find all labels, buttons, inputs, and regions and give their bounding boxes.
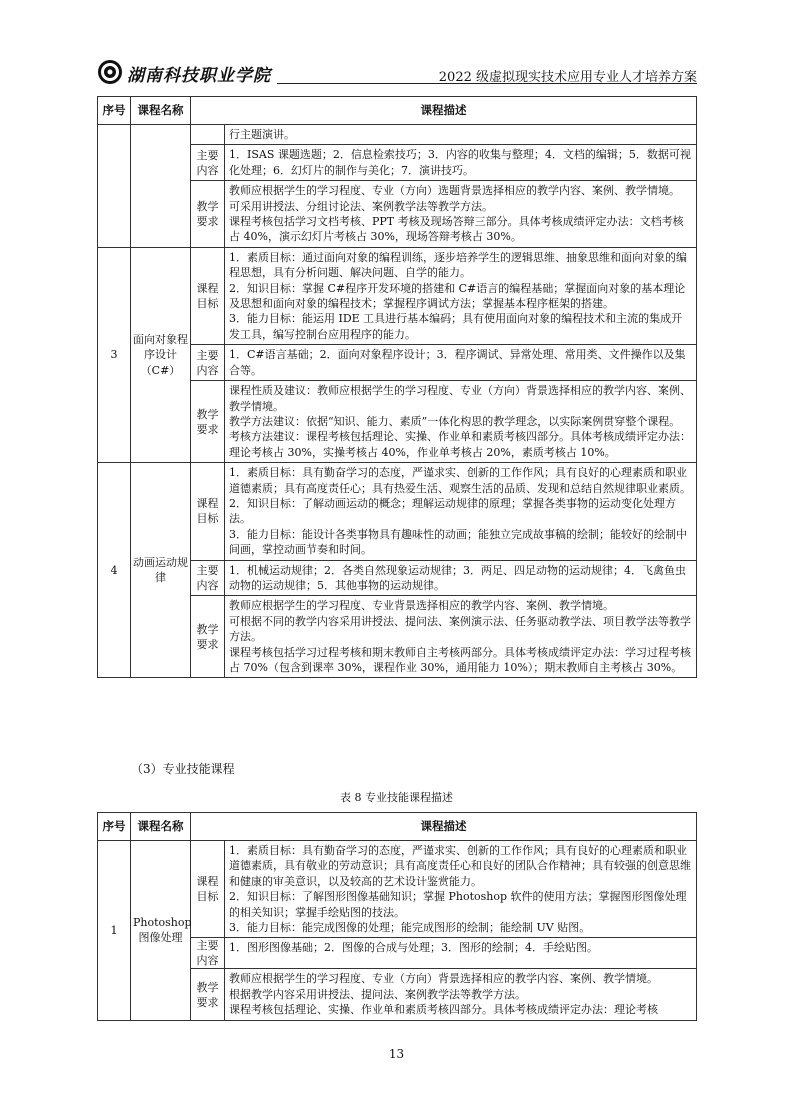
row-label: [191, 125, 225, 145]
page-number: 13: [388, 1047, 405, 1061]
course-description: [225, 560, 697, 596]
course-name: [131, 125, 191, 248]
description-line: 2．知识目标：了解图形图像基础知识；掌握 Photoshop 软件的使用方法；掌握图形图像处理的相关知识；掌握手绘贴图的技法。: [229, 890, 687, 919]
description-line: 教师应根据学生的学习程度、专业（方向）选题背景选择相应的教学内容、案例、教学情境。: [229, 184, 680, 198]
row-label: 教学 要求: [191, 969, 225, 1020]
row-label: 主要 内容: [191, 345, 225, 381]
description-line: 1．ISAS 课题选题；2．信息检索技巧；3．内容的收集与整理；4．文档的编辑；5．数据可视化处理；6．幻灯片的制作与美化；7．演讲技巧。: [229, 148, 691, 177]
course-description: [225, 181, 697, 248]
section-title: （3）专业技能课程: [131, 762, 235, 776]
description-line: 根据教学内容采用讲授法、提问法、案例教学法等教学方法。: [229, 987, 526, 1001]
description-line: 1．素质目标：通过面向对象的编程训练，逐步培养学生的逻辑思维、抽象思维和面向对象的编程思想，具有分析问题、解决问题、自学的能力。: [229, 250, 687, 280]
description-line: 3．能力目标：能运用 IDE 工具进行基本编码；具有使用面向对象的编程技术和主流的集成开发工具，编写控制台应用程序的能力。: [229, 312, 683, 341]
course-description: [225, 125, 697, 145]
course-name: 面向对象程序设计（C#）: [131, 247, 191, 462]
course-table-continued: [97, 96, 697, 678]
course-description: [225, 596, 697, 678]
header-name: 课程名称: [131, 97, 191, 125]
course-description: [225, 938, 697, 969]
table-row: [98, 841, 697, 938]
course-number: 4: [98, 463, 131, 678]
page-header: [97, 58, 697, 88]
description-line: 教师应根据学生的学习程度、专业背景选择相应的教学内容、案例、教学情境。: [229, 599, 614, 613]
school-logo-text: 湖南科技职业学院: [127, 66, 271, 86]
row-label: 教学 要求: [191, 596, 225, 678]
table-row: [98, 247, 697, 344]
row-label: 课程 目标: [191, 463, 225, 560]
course-number: 1: [98, 841, 131, 1021]
description-line: 课程性质及建议：教师应根据学生的学习程度、专业（方向）背景选择相应的教学内容、案例、教学情境。: [229, 384, 691, 413]
description-line: 考核方法建议：课程考核包括理论、实操、作业单和素质考核四部分。具体考核成绩评定办法：理论考核占 30%，实操考核占 40%，作业单考核占 20%，素质考核占 10%。: [229, 430, 691, 459]
description-line: 1．机械运动规律；2．各类自然现象运动规律；3．两足、四足动物的运动规律；4．飞禽鱼虫动物的运动规律；5．其他事物的运动规律。: [229, 563, 686, 592]
description-line: 可根据不同的教学内容采用讲授法、提问法、案例演示法、任务驱动教学法、项目教学法等教学方法。: [229, 614, 691, 644]
row-label: 课程 目标: [191, 841, 225, 938]
description-line: 课程考核包括理论、实操、作业单和素质考核四部分。具体考核成绩评定办法：理论考核: [229, 1003, 658, 1017]
description-line: 教师应根据学生的学习程度、专业（方向）背景选择相应的教学内容、案例、教学情境。: [229, 972, 658, 986]
course-description: [225, 381, 697, 463]
row-label: 主要 内容: [191, 560, 225, 596]
row-label: 教学 要求: [191, 381, 225, 463]
header-desc: 课程描述: [191, 97, 697, 125]
table-row: [98, 463, 697, 560]
row-label: 主要 内容: [191, 938, 225, 969]
header-rule: [277, 83, 697, 84]
description-line: 1．素质目标：具有勤奋学习的态度，严谨求实、创新的工作作风；具有良好的心理素质和职业道德素质，具有敬业的劳动意识；具有高度责任心和良好的团队合作精神；具有较强的创意思维和健康的审美意识，以及较高的艺术设计鉴赏能力。: [229, 844, 691, 888]
header-num: 序号: [98, 813, 131, 841]
description-line: 课程考核包括学习过程考核和期末教师自主考核两部分。具体考核成绩评定办法：学习过程考核占 70%（包含到课率 30%，课程作业 30%，通用能力 10%）；期末教师自主考核占 30%。: [229, 645, 691, 674]
course-number: 3: [98, 247, 131, 462]
course-description: [225, 145, 697, 181]
description-line: 课程考核包括学习文档考核、PPT 考核及现场答辩三部分。具体考核成绩评定办法：文档考核占 40%，演示幻灯片考核占 30%，现场答辩考核占 30%。: [229, 215, 684, 244]
description-line: 1．素质目标：具有勤奋学习的态度，严谨求实、创新的工作作风；具有良好的心理素质和职业道德素质；具有高度责任心；具有热爱生活、观察生活的品质、发现和总结自然规律职业素质。: [229, 466, 691, 495]
header-desc: 课程描述: [191, 813, 697, 841]
description-line: 3．能力目标：能设计各类事物具有趣味性的动画；能独立完成故事稿的绘制；能较好的绘制中间画，掌控动画节奏和时间。: [229, 527, 687, 557]
course-description: [225, 969, 697, 1020]
row-label: 教学 要求: [191, 181, 225, 248]
table-caption: 表 8 专业技能课程描述: [340, 791, 453, 804]
description-line: 1．图形图像基础；2．图像的合成与处理；3．图形的绘制；4．手绘贴图。: [229, 941, 598, 955]
description-line: 行主题演讲。: [229, 128, 295, 141]
row-label: 主要 内容: [191, 145, 225, 181]
document-title: 2022 级虚拟现实技术应用专业人才培养方案: [438, 70, 697, 85]
course-description: [225, 463, 697, 560]
course-name: Photoshop 图像处理: [131, 841, 191, 1021]
course-name: 动画运动规律: [131, 463, 191, 678]
header-name: 课程名称: [131, 813, 191, 841]
description-line: 可采用讲授法、分组讨论法、案例教学法等教学方法。: [229, 199, 493, 213]
row-label: 课程 目标: [191, 247, 225, 344]
description-line: 3．能力目标：能完成图像的处理；能完成图形的绘制；能绘制 UV 贴图。: [229, 921, 591, 935]
course-number: [98, 125, 131, 248]
description-line: 1．C#语言基础；2．面向对象程序设计；3．程序调试、异常处理、常用类、文件操作以及集合等。: [229, 348, 686, 377]
skill-course-table: [97, 812, 697, 1021]
header-num: 序号: [98, 97, 131, 125]
course-description: [225, 841, 697, 938]
table-row: [98, 125, 697, 145]
course-description: [225, 345, 697, 381]
description-line: 2．知识目标：掌握 C#程序开发环境的搭建和 C#语言的编程基础；掌握面向对象的基本理论及思想和面向对象的编程技术；掌握程序调试方法；掌握基本程序框架的搭建。: [229, 281, 686, 311]
school-seal-icon: [97, 59, 123, 85]
course-description: [225, 247, 697, 344]
description-line: 2．知识目标：了解动画运动的概念；理解运动规律的原理；掌握各类事物的运动变化处理方法。: [229, 496, 676, 526]
description-line: 教学方法建议：依据“知识、能力、素质”一体化构思的教学理念，以实际案例贯穿整个课程。: [229, 414, 681, 428]
